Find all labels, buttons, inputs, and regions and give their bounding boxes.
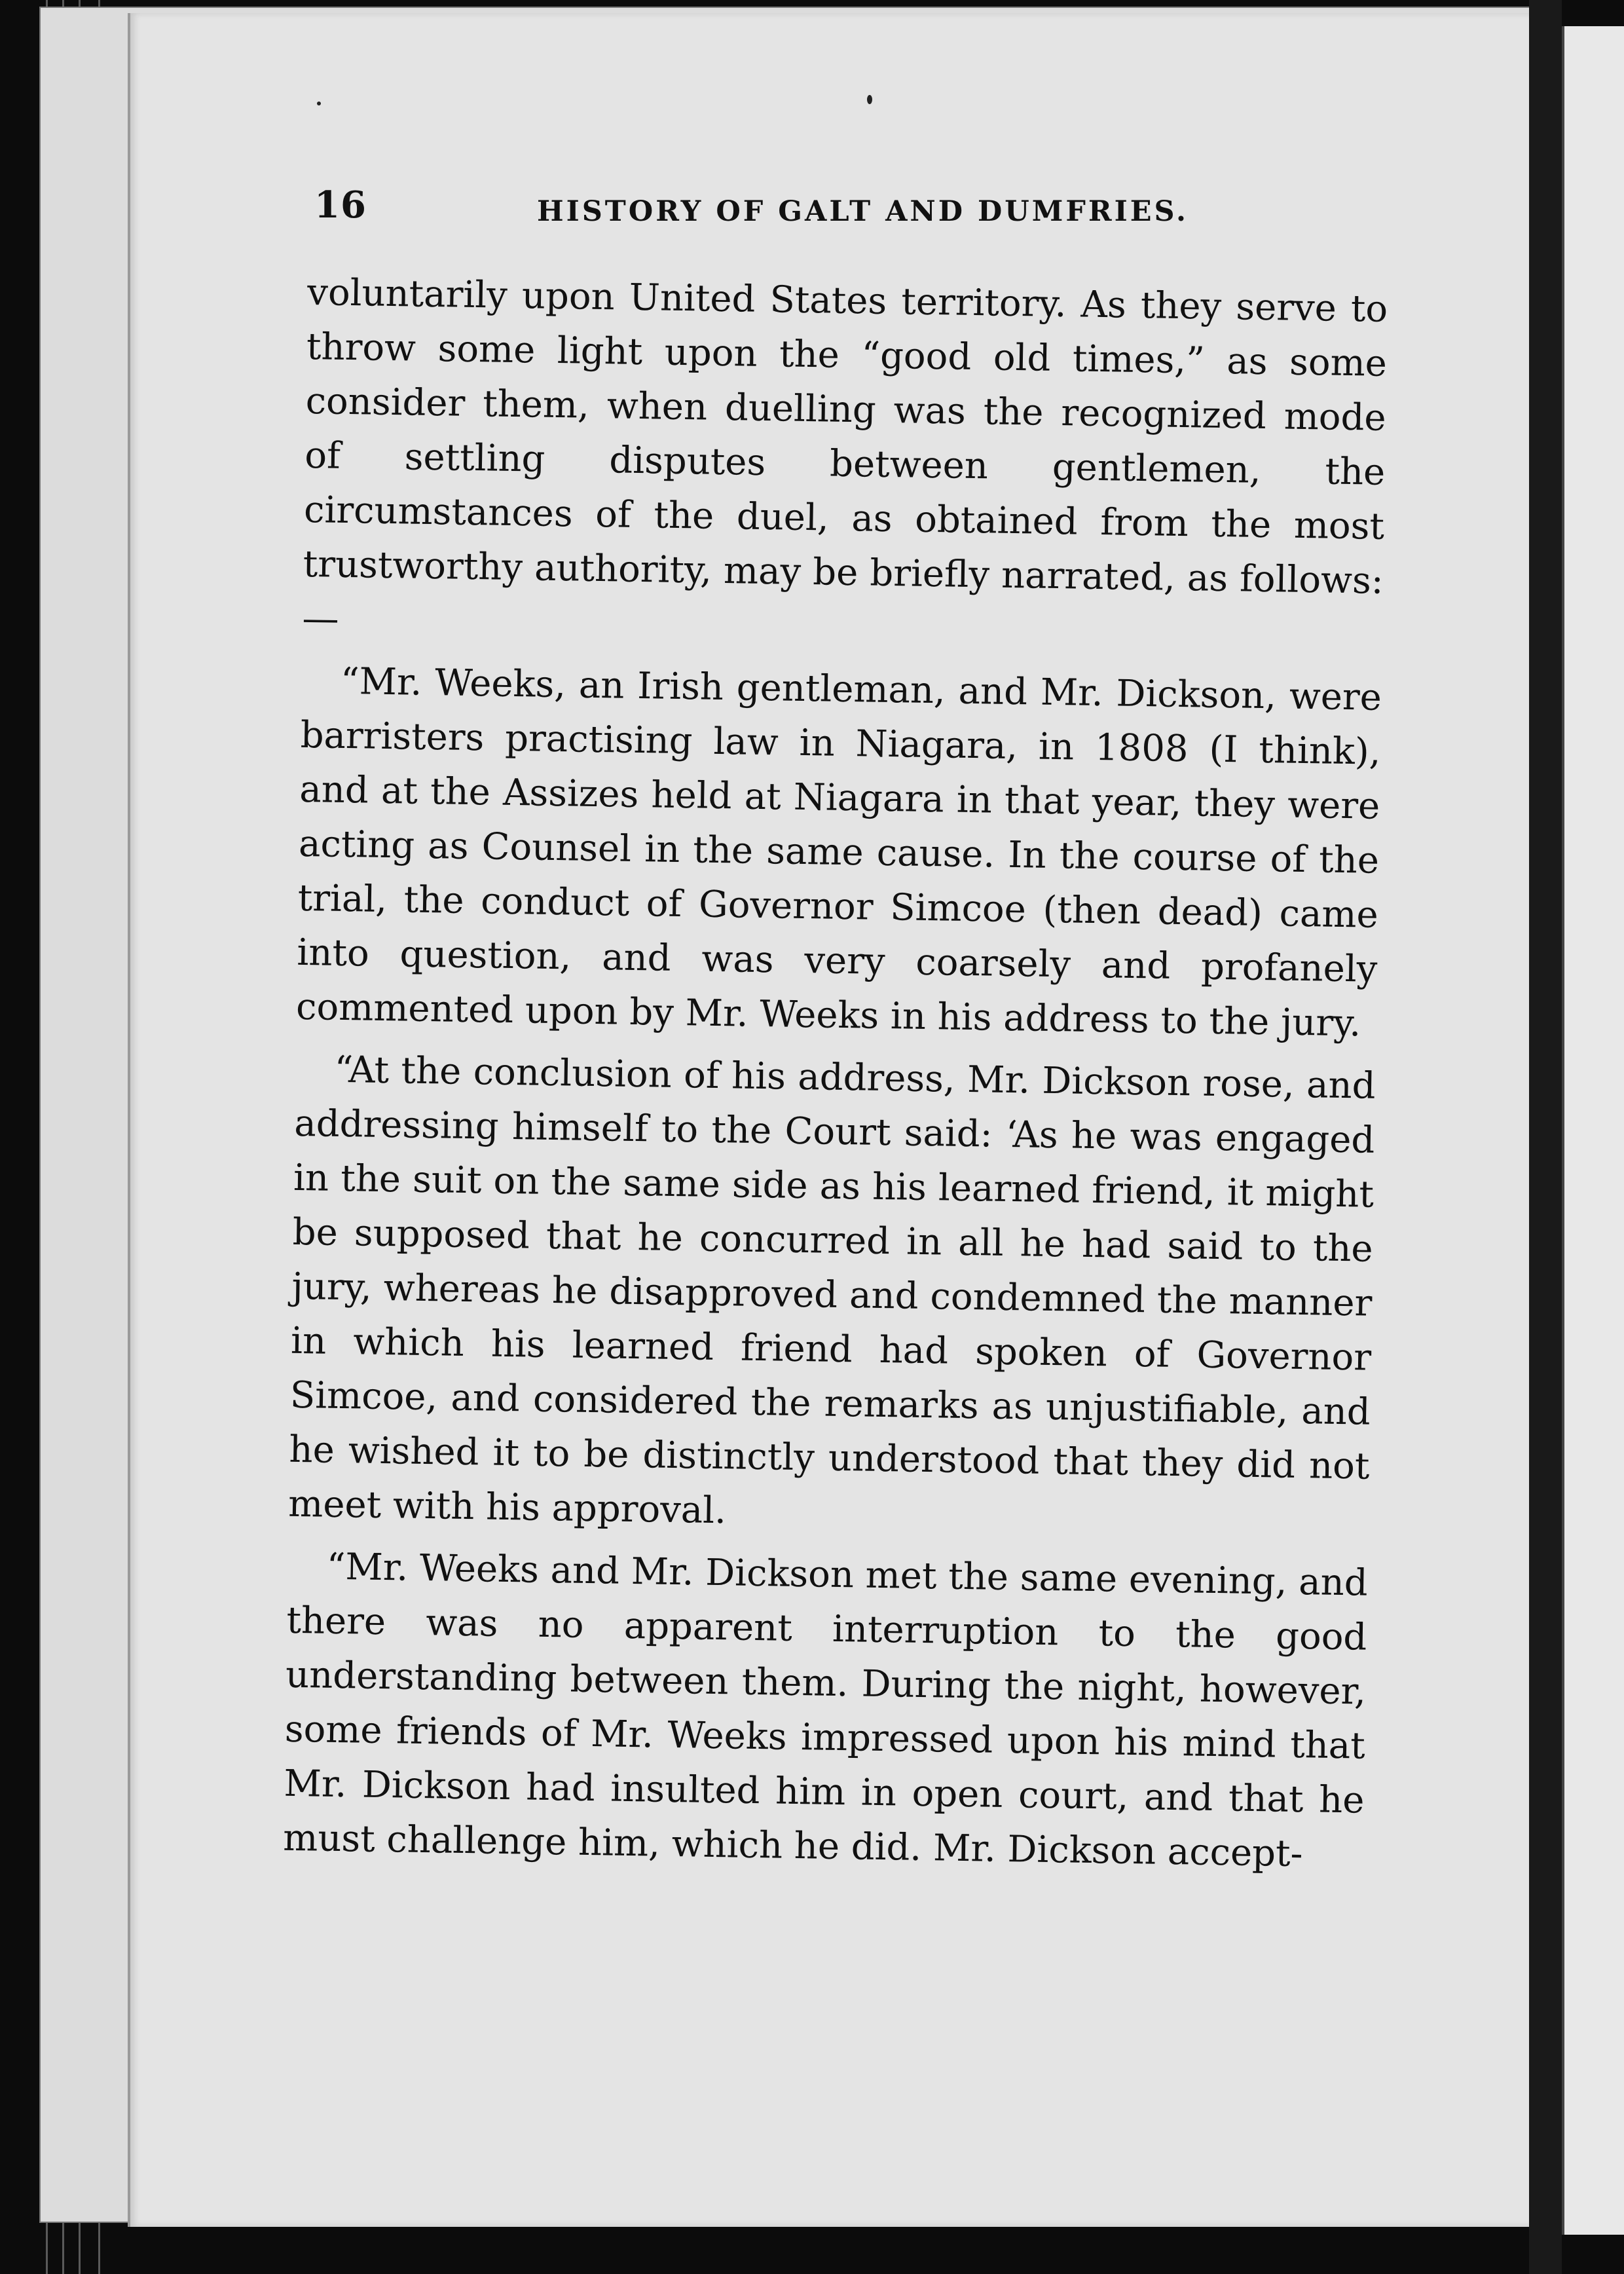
speck <box>317 102 321 105</box>
binding-shadow <box>1529 0 1562 2274</box>
body-text <box>283 265 1388 1882</box>
page-number: 16 <box>314 183 367 227</box>
paragraph: “Mr. Weeks, an Irish gentleman, and Mr. Dickson, were barristers practising law in Niagara, in 1808 (I think), and at the Assizes held at Niagara in that year, they were acting as Counsel in the same cause. In the course of the trial, the conduct of Governor Simcoe (then dead) came into question, and was very coarsely and profanely commented upon by Mr. Weeks in his address to the jury. <box>295 660 1382 1045</box>
facing-page-edge <box>1562 26 1624 2235</box>
paragraph: voluntarily upon United States territory. As they serve to throw some light upon the “good old times,” as some consider them, when duelling was the recognized mode of settling disputes between gentlemen, the circumstances of the duel, as obtained from the most trustworthy authority, may be briefly narrated, as follows:— <box>302 270 1388 641</box>
running-title: HISTORY OF GALT AND DUMFRIES. <box>537 195 1189 228</box>
paragraph: “At the conclusion of his address, Mr. Dickson rose, and addressing himself to the Court said: ‘As he was engaged in the suit on the same side as his learned friend, it might be supposed that he concurred in all he had said to the jury, whereas he disapproved and condemned the manner in which his learned friend had spoken of Governor Simcoe, and considered the remarks as unjustifiable, and he wished it to be distinctly understood that they did not meet with his approval. <box>287 1048 1376 1533</box>
running-header <box>314 177 1189 236</box>
speck <box>867 95 872 104</box>
paragraph: “Mr. Weeks and Mr. Dickson met the same evening, and there was no apparent interruption to the good understanding between them. During the night, however, some friends of Mr. Weeks impressed upon his mind that Mr. Dickson had insulted him in open court, and that he must challenge him, which he did. Mr. Dickson accept- <box>282 1545 1369 1876</box>
